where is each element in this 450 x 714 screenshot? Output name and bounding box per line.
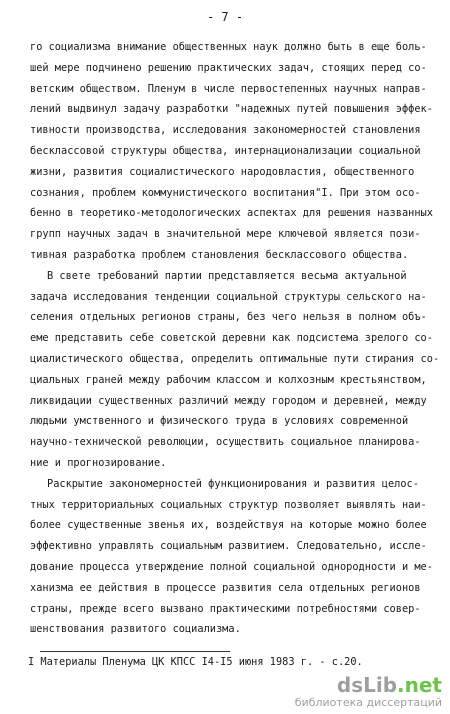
watermark [295, 674, 442, 710]
text-line: тивности производства, исследования закономерностей становления [30, 124, 421, 137]
page-number: - 7 - [206, 10, 244, 24]
text-line: страны, прежде всего вызвано практическими потребностями совер- [30, 602, 421, 615]
text-line: селения отдельных регионов страны, без чего нельзя в полном объ- [30, 311, 427, 324]
text-line: ханизма ее действия в процессе развития села отдельных регионов [30, 581, 421, 594]
text-line: задача исследования тенденции социальной структуры сельского на- [30, 290, 427, 303]
text-line: дование процесса утверждение полной социальной однородности и ме- [30, 561, 433, 573]
text-line: ние и прогнозирование. [30, 457, 167, 469]
text-line: шенствования развитого социализма. [30, 623, 241, 636]
text-line: циальных граней между рабочим классом и колхозным крестьянством, [30, 373, 427, 386]
watermark-logo-accent: .net [397, 673, 442, 697]
text-line: людьми умственного и физического труда в условиях современной [30, 415, 409, 428]
watermark-logo [295, 674, 442, 696]
text-line: Раскрытие закономерностей функционирования и развития целос- [47, 477, 419, 490]
text-line: циалистического общества, определить оптимальные пути стирания со- [30, 353, 440, 365]
text-line: бесклассовой структуры общества, интернационализации социальной [30, 145, 421, 157]
text-line: В свете требований партии представляется весьма актуальной [47, 269, 407, 282]
text-line: сознания, проблем коммунистического воспитания"I. При этом осо- [30, 186, 421, 199]
footnote-rule [40, 651, 230, 652]
text-line: еме представить себе советской деревни как подсистема зрелого со- [30, 332, 433, 345]
text-line: тивная разработка проблем становления бесклассового общества. [30, 249, 409, 261]
text-line: ветским обществом. Пленум в числе первостепенных научных направ- [30, 82, 427, 95]
text-line: эффективно управлять социальным развитием. Следовательно, иссле- [30, 540, 427, 553]
text-line: бенно в теоретико-методологических аспектах для решения названных [30, 207, 433, 220]
text-line: лений выдвинул задачу разработки "надежных путей повышения эффек- [30, 103, 433, 116]
text-line: го социализма внимание общественных наук должно быть в еще боль- [30, 41, 427, 53]
watermark-subtitle: библиотека диссертаций [294, 696, 442, 709]
text-line: групп научных задач в значительной мере ключевой является пози- [30, 228, 421, 241]
text-line: жизни, развития социалистического народовластия, общественного [30, 165, 415, 178]
footnote: I Материалы Пленума ЦК КПСС I4-I5 июня 1983 г. - с.20. [28, 656, 363, 668]
text-line: шей мере подчинено решению практических задач, стоящих перед со- [30, 61, 427, 74]
text-line: научно-технической революции, осуществить социальное планирова- [30, 436, 421, 449]
text-line: ликвидации существенных различий между городом и деревней, между [30, 394, 427, 407]
text-line: более существенные звенья их, воздействуя на которые можно более [30, 519, 427, 532]
text-line: тных территориальных социальных структур позволяет выявлять наи- [30, 498, 427, 511]
watermark-logo-main: dsLib [336, 673, 398, 697]
